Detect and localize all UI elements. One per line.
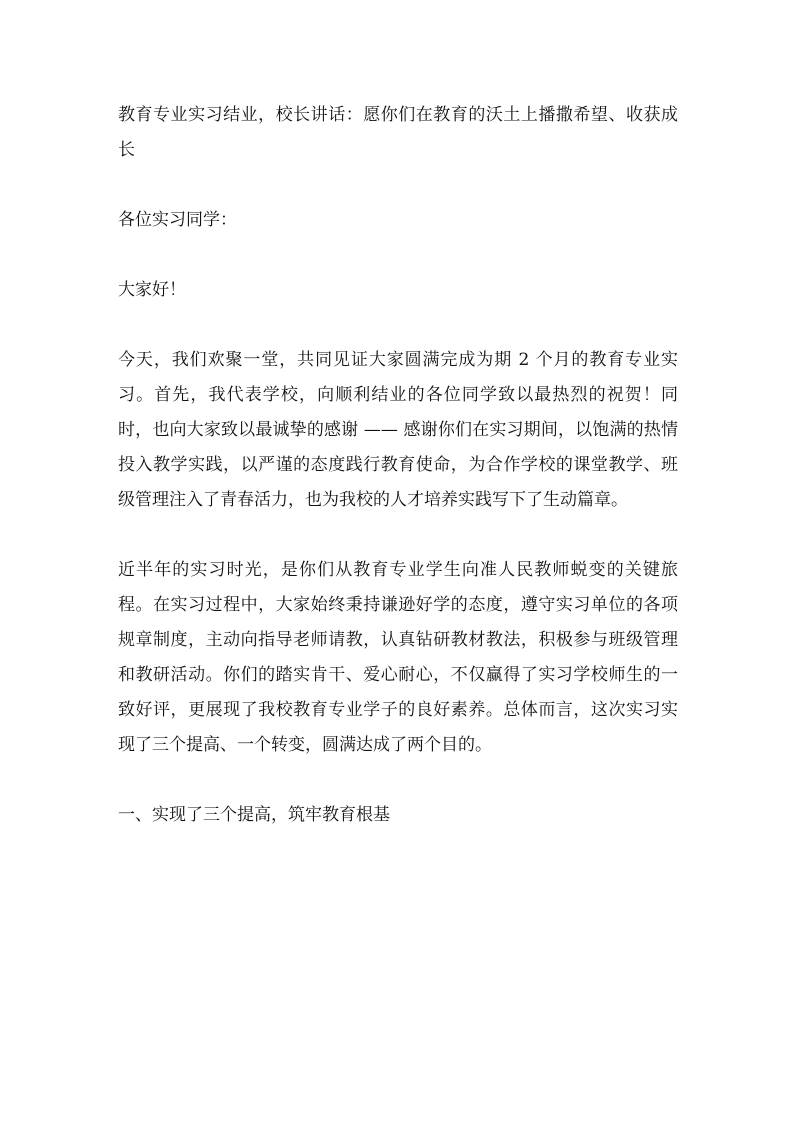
section-heading: 一、实现了三个提高，筑牢教育根基	[118, 805, 390, 825]
greeting: 大家好！	[118, 280, 186, 300]
salutation: 各位实习同学：	[118, 210, 237, 230]
document-title: 教育专业实习结业，校长讲话：愿你们在教育的沃土上播撒希望、收获成长	[118, 105, 678, 160]
paragraph-2: 近半年的实习时光，是你们从教育专业学生向准人民教师蜕变的关键旅程。在实习过程中，大家始终秉持谦逊好学的态度，遵守实习单位的各项规章制度，主动向指导老师请教，认真钻研教材教法，积极参与班级管理和教研活动。你们的踏实肯干、爱心耐心，不仅赢得了实习学校师生的一致好评，更展现了我校教育专业学子的良好素养。总体而言，这次实习实现了三个提高、一个转变，圆满达成了两个目的。	[118, 560, 678, 755]
paragraph-1: 今天，我们欢聚一堂，共同见证大家圆满完成为期 2 个月的教育专业实习。首先，我代表学校，向顺利结业的各位同学致以最热烈的祝贺！同时，也向大家致以最诚挚的感谢 —— 感谢你们在实习期间，以饱满的热情投入教学实践，以严谨的态度践行教育使命，为合作学校的课堂教学、班级管理注入了青春活力，也为我校的人才培养实践写下了生动篇章。	[118, 350, 678, 510]
document-body	[118, 98, 678, 833]
